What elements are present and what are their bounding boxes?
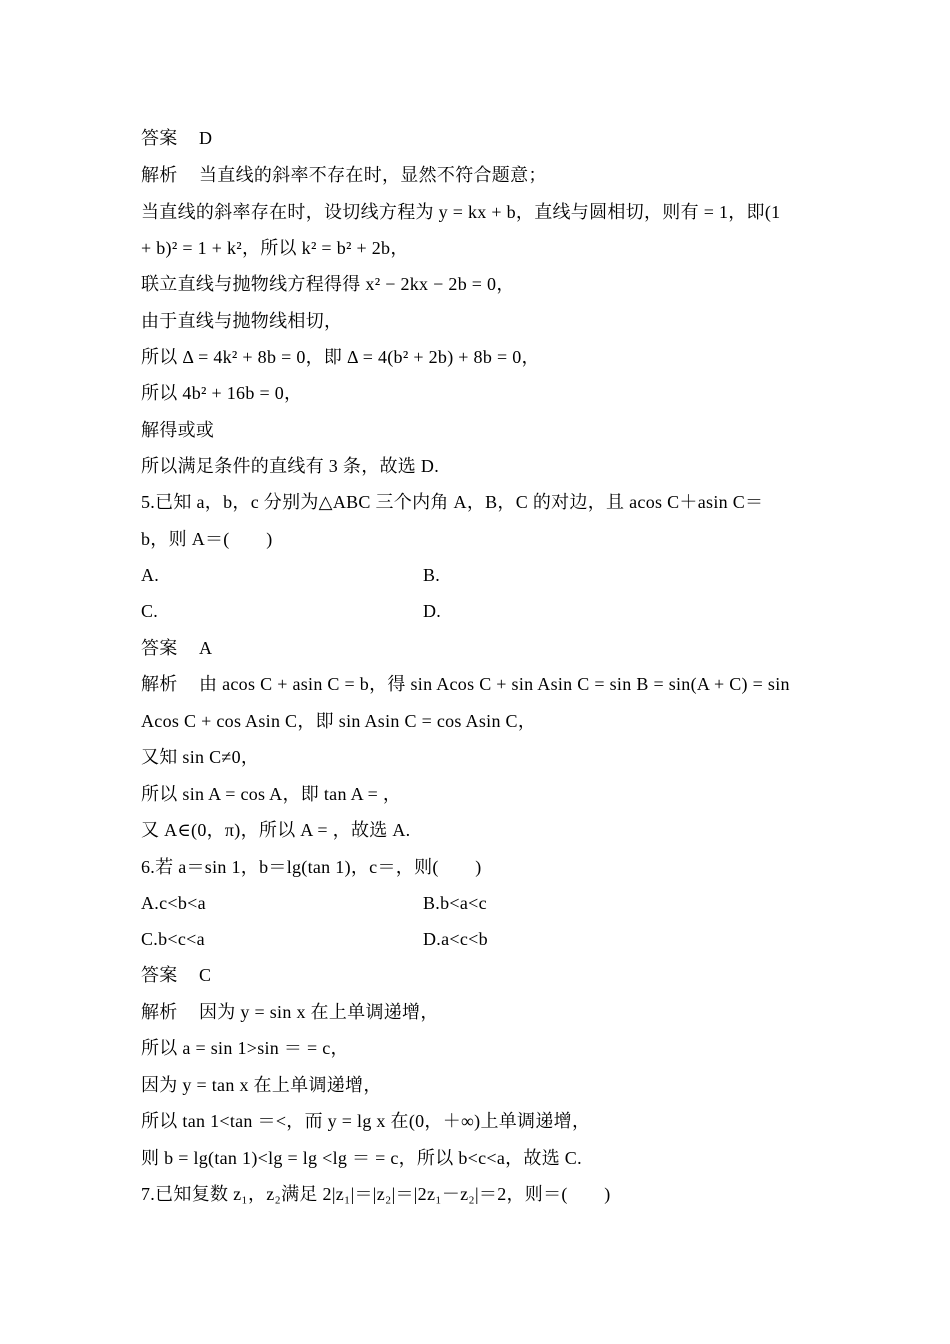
answer-value: D xyxy=(199,128,213,148)
text-line: b，则 A＝( ) xyxy=(141,529,273,549)
option-d: D. xyxy=(423,601,442,621)
text-line: 因为 y = tan x 在上单调递增， xyxy=(141,1075,382,1095)
text-line: Acos C + cos Asin C，即 sin Asin C = cos Asin C， xyxy=(141,711,537,731)
options-row xyxy=(141,927,488,951)
option-b: B. xyxy=(423,565,441,585)
text-line: 由于直线与抛物线相切， xyxy=(141,311,343,331)
text-line: 所以 sin A = cos A，即 tan A = ， xyxy=(141,784,402,804)
text-line: 联立直线与抛物线方程得得 x² − 2kx − 2b = 0， xyxy=(141,274,515,294)
option-d: D.a<c<b xyxy=(423,929,488,949)
text-line: 当直线的斜率存在时，设切线方程为 y = kx + b，直线与圆相切，则有 = 1，即(1 xyxy=(141,202,781,222)
analysis-label: 解析 xyxy=(141,1002,178,1022)
option-c: C.b<c<a xyxy=(141,929,205,949)
text-line: 所以 a = sin 1>sin ＝ = c， xyxy=(141,1038,349,1058)
text-line: 所以 tan 1<tan ＝<，而 y = lg x 在(0，＋∞)上单调递增， xyxy=(141,1111,591,1131)
analysis-line xyxy=(141,163,547,187)
answer-line xyxy=(141,126,212,150)
options-row xyxy=(141,891,487,915)
text-line: 所以满足条件的直线有 3 条，故选 D. xyxy=(141,456,439,476)
option-b: B.b<a<c xyxy=(423,893,487,913)
answer-label: 答案 xyxy=(141,128,178,148)
text-line: 所以 Δ = 4k² + 8b = 0，即 Δ = 4(b² + 2b) + 8b = 0， xyxy=(141,347,540,367)
question-5: 5.已知 a，b，c 分别为△ABC 三个内角 A，B，C 的对边，且 acos C＋asin C＝ xyxy=(141,492,764,512)
text-line: 则 b = lg(tan 1)<lg = lg <lg ＝ = c，所以 b<c<a，故选 C. xyxy=(141,1148,582,1168)
analysis-line xyxy=(141,672,790,696)
answer-label: 答案 xyxy=(141,638,178,658)
answer-label: 答案 xyxy=(141,965,178,985)
answer-value: C xyxy=(199,965,212,985)
option-c: C. xyxy=(141,601,159,621)
analysis-label: 解析 xyxy=(141,674,178,694)
answer-line xyxy=(141,963,211,987)
text-line: + b)² = 1 + k²，所以 k² = b² + 2b， xyxy=(141,238,409,258)
answer-value: A xyxy=(199,638,213,658)
analysis-label: 解析 xyxy=(141,165,178,185)
answer-line xyxy=(141,636,212,660)
options-row xyxy=(141,599,442,623)
text-line: 解得或或 xyxy=(141,420,215,440)
question-7: 7.已知复数 z₁，z₂满足 2|z₁|＝|z₂|＝|2z₁－z₂|＝2，则＝( ) xyxy=(141,1184,611,1204)
text-line: 所以 4b² + 16b = 0， xyxy=(141,383,303,403)
options-row xyxy=(141,563,441,587)
question-6: 6.若 a＝sin 1，b＝lg(tan 1)，c＝，则( ) xyxy=(141,857,482,877)
analysis-text: 因为 y = sin x 在上单调递增， xyxy=(199,1002,439,1022)
text-line: 又知 sin C≠0， xyxy=(141,747,260,767)
text-line: 又 A∈(0，π)，所以 A = ，故选 A. xyxy=(141,820,411,840)
option-a: A. xyxy=(141,565,160,585)
analysis-text: 由 acos C + asin C = b，得 sin Acos C + sin Asin C = sin B = sin(A + C) = sin xyxy=(199,674,790,694)
option-a: A.c<b<a xyxy=(141,893,206,913)
analysis-text: 当直线的斜率不存在时，显然不符合题意； xyxy=(199,165,547,185)
analysis-line xyxy=(141,1000,439,1024)
